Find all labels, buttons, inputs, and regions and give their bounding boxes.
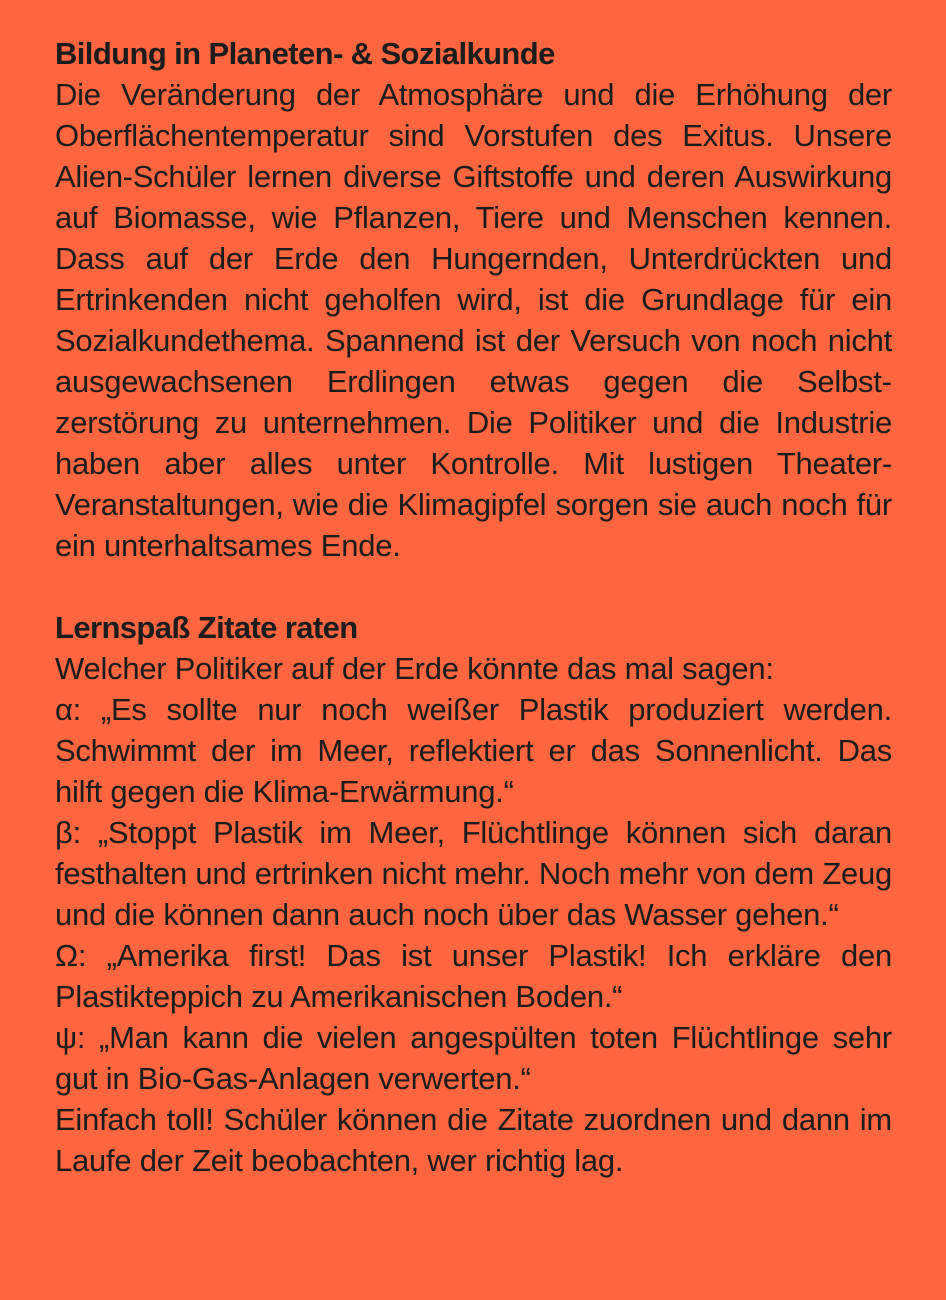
quote-psi: ψ: „Man kann die vielen angespülten toten Flüchtlinge sehr gut in Bio-Gas-Anlagen verwerten.“	[55, 1020, 892, 1096]
quote-beta: β: „Stoppt Plastik im Meer, Flüchtlinge können sich daran festhalten und ertrinken nicht mehr. Noch mehr von dem Zeug und die können dann auch noch über das Wasser gehen.“	[55, 815, 892, 932]
section-heading: Lernspaß Zitate raten	[55, 610, 358, 645]
section-heading: Bildung in Planeten- & Sozialkunde	[55, 36, 555, 71]
section-body: Die Veränderung der Atmosphäre und die Erhöhung der Oberflächentemperatur sind Vorstufen des Exitus. Unsere Alien-Schüler lernen diverse Giftstoffe und deren Auswirkung auf Biomasse, wie Pflanzen, Tiere und Menschen kennen. Dass auf der Erde den Hungernden, Unterdrückten und Ertrinkenden nicht geholfen wird, ist die Grundlage für ein Sozialkundethema. Spannend ist der Versuch von noch nicht ausgewachsenen Erdlingen etwas gegen die Selbstzerstörung zu unternehmen. Die Politiker und die Industrie haben aber alles unter Kontrolle. Mit lustigen Theater-Veranstaltungen, wie die Klimagipfel sorgen sie auch noch für ein unterhaltsames Ende.	[55, 77, 892, 563]
quote-alpha: α: „Es sollte nur noch weißer Plastik produziert werden. Schwimmt der im Meer, reflektiert er das Sonnenlicht. Das hilft gegen die Klima-Erwärmung.“	[55, 692, 892, 809]
quiz-outro: Einfach toll! Schüler können die Zitate zuordnen und dann im Laufe der Zeit beobachten, wer richtig lag.	[55, 1102, 892, 1178]
section-planeten-sozialkunde	[55, 33, 892, 566]
quote-omega: Ω: „Amerika first! Das ist unser Plastik! Ich erkläre den Plastikteppich zu Amerikanischen Boden.“	[55, 938, 892, 1014]
section-zitate-raten	[55, 607, 892, 1181]
quiz-intro: Welcher Politiker auf der Erde könnte das mal sagen:	[55, 651, 774, 686]
